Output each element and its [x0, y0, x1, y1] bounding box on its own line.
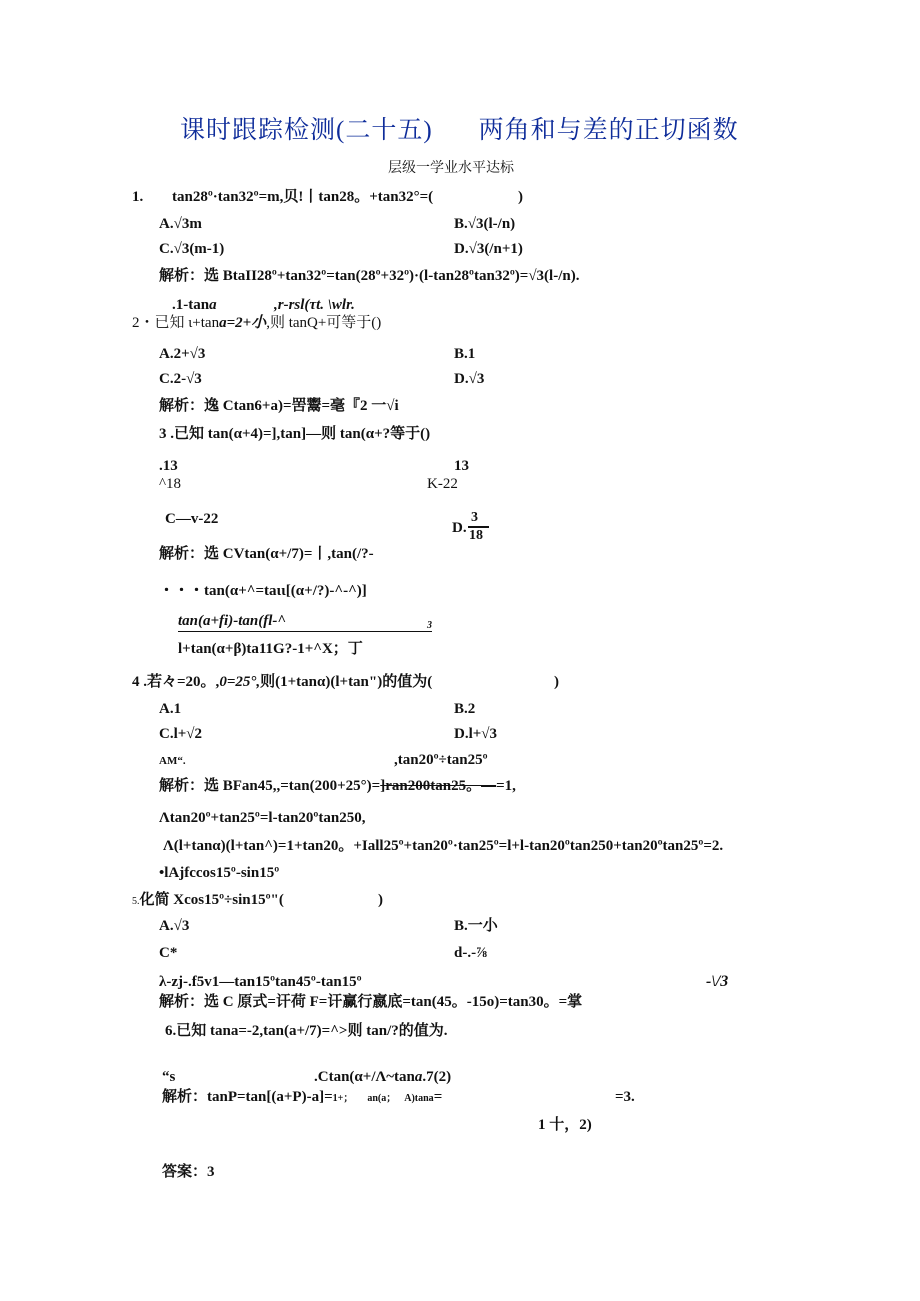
q5-option-d: d-.-⅞ — [454, 945, 488, 961]
q1-option-b: B.√3(l-/n) — [454, 216, 516, 232]
q2-stem-b: ,则 tanQ+可等于() — [266, 315, 382, 331]
q4-option-a: A.1 — [159, 701, 182, 717]
q3-option-b-num: 13 — [454, 458, 469, 474]
q2-option-c: C.2-√3 — [159, 371, 202, 387]
q5-option-b: B.一小 — [454, 918, 498, 934]
q5-ocr-fragment-top: •lAjfccos15º-sin15º — [159, 865, 280, 881]
q6-answer: 答案：3 — [162, 1164, 215, 1180]
q6-ocr-fragment-s: “s — [162, 1069, 176, 1085]
q1-option-c: C.√3(m-1) — [159, 241, 225, 257]
q3-step-3: l+tan(α+β)ta11G?-1+^X；丁 — [178, 641, 363, 657]
q3-option-d-denominator: 18 — [469, 528, 483, 543]
q1-close-paren: ) — [518, 189, 523, 205]
q4-option-b: B.2 — [454, 701, 476, 717]
q4-line-2: Λtan20º+tan25º=l-tan20ºtan250, — [159, 810, 366, 826]
q3-step-2-text: tan(a+fi)-tan(fl-^ — [178, 613, 286, 629]
q2-stem-a: 2・已知 ι+tan — [132, 315, 220, 331]
section-subtitle: 层级一学业水平达标 — [388, 161, 514, 176]
q3-option-b-den: K-22 — [427, 476, 458, 492]
q1-number: 1. — [132, 189, 144, 205]
q2-option-d: D.√3 — [454, 371, 485, 387]
q4-stem — [132, 673, 432, 691]
page-title-left: 课时跟踪检测(二十五) — [180, 117, 433, 144]
q4-solution-struck: ]ran200tan25。— — [380, 778, 497, 794]
q4-close-paren: ) — [554, 674, 559, 690]
q2-stem — [132, 314, 381, 332]
q4-line-3: Λ(l+tanα)(l+tan^)=1+tan20。+Iall25º+tan20º·tan25º=l+l-tan20ºtan250+tan20ºtan25º=2. — [163, 838, 724, 854]
q3-step-2 — [178, 612, 432, 632]
q6-frag-c-text: .Ctan(α+/Λ~tan — [314, 1069, 415, 1085]
page-title-right: 两角和与差的正切函数 — [478, 117, 739, 144]
q1-frag-text: .1-tan — [172, 297, 210, 313]
q3-option-a-den: ^18 — [159, 476, 182, 492]
q4-solution-a: 解析：选 BFan45,,=tan(200+25°)= — [159, 778, 381, 794]
q2-solution: 解析：逸 Ctan6+a)=罟鬻=毫『2 一√i — [159, 398, 399, 414]
q3-option-d-label: D. — [452, 520, 467, 536]
q4-option-c: C.l+√2 — [159, 726, 203, 742]
q5-close-paren: ) — [378, 892, 383, 908]
page-title — [180, 116, 739, 146]
q6-solution-a: 解析：tanP=tan[(a+P)-a]= — [162, 1089, 333, 1105]
q4-fraction-numerator: ,tan20º÷tan25º — [394, 752, 488, 768]
q3-option-c: C—v-22 — [165, 511, 219, 527]
q1-solution: 解析：选 BtaII28º+tan32º=tan(28º+32º)·(l-tan28ºtan32º)=√3(l-/n). — [159, 268, 580, 284]
q6-frag-c-italic: a — [414, 1069, 423, 1085]
q6-stem: 6.已知 tana=-2,tan(a+/7)=^>则 tan/?的值为. — [165, 1023, 448, 1039]
q5-solution: 解析：选 C 原式=讦荷 F=讦赢行嬴底=tan(45。-15o)=tan30。=掌 — [159, 994, 583, 1010]
q6-solution-small-3: A)tana — [404, 1093, 434, 1104]
q6-solution-small-2: an(a； — [367, 1093, 397, 1104]
q6-ocr-fragment-c — [314, 1068, 451, 1086]
q6-solution-result: =3. — [615, 1089, 635, 1105]
q5-option-a: A.√3 — [159, 918, 190, 934]
q1-option-d: D.√3(/n+1) — [454, 241, 523, 257]
q1-ocr-fragment-right: ,r-rsl(τt. \wlr. — [274, 297, 355, 313]
q1-stem: tan28º·tan32º=m,贝!丨tan28。+tan32°=( — [172, 189, 434, 205]
q6-solution-eq: = — [433, 1089, 443, 1105]
q1-frag-italic: a — [209, 297, 217, 313]
q1-ocr-fragment-left — [172, 296, 217, 314]
q4-stem-a: 4 .若々=20。, — [132, 674, 220, 690]
q6-frag-c-tail: .7(2) — [422, 1069, 452, 1085]
q4-option-d: D.l+√3 — [454, 726, 498, 742]
q5-stem-number: 5. — [132, 896, 140, 907]
q3-option-a-num: .13 — [159, 458, 178, 474]
q3-step-2-tail: 3 — [427, 620, 432, 631]
q4-solution — [159, 777, 516, 795]
q4-solution-b: =1, — [496, 778, 516, 794]
q6-solution — [162, 1088, 442, 1106]
q2-option-b: B.1 — [454, 346, 476, 362]
q5-stem-text: 化简 Xcos15º÷sin15º"( — [139, 892, 284, 908]
q4-stem-italic: 0=25°, — [219, 674, 261, 690]
q1-option-a: A.√3m — [159, 216, 202, 232]
q5-stem — [132, 891, 284, 909]
q3-step-1: ・・・tan(α+^=taιι[(α+/?)-^-^)] — [159, 583, 367, 599]
q5-ocr-fragment-right: -\/3 — [706, 973, 729, 990]
q3-stem: 3 .已知 tan(α+4)=],tan]—则 tan(α+?等于() — [159, 426, 431, 442]
q2-stem-italic: a=2+小 — [219, 315, 267, 331]
q5-ocr-fragment-mid: λ-zj-.f5v1—tan15ºtan45º-tan15º — [159, 974, 362, 990]
q4-ocr-fragment: AM“. — [159, 755, 186, 767]
q6-denominator: 1 十，2) — [538, 1117, 592, 1133]
q3-option-d — [452, 510, 492, 544]
q2-option-a: A.2+√3 — [159, 346, 206, 362]
q3-option-d-numerator: 3 — [471, 510, 478, 525]
q3-solution: 解析：选 CVtan(α+/7)=丨,tan(/?- — [159, 546, 374, 562]
q4-stem-b: 则(1+tanα)(l+tan")的值为( — [260, 674, 433, 690]
q6-solution-small-1: 1+； — [332, 1093, 354, 1104]
q5-option-c: C* — [159, 945, 178, 961]
